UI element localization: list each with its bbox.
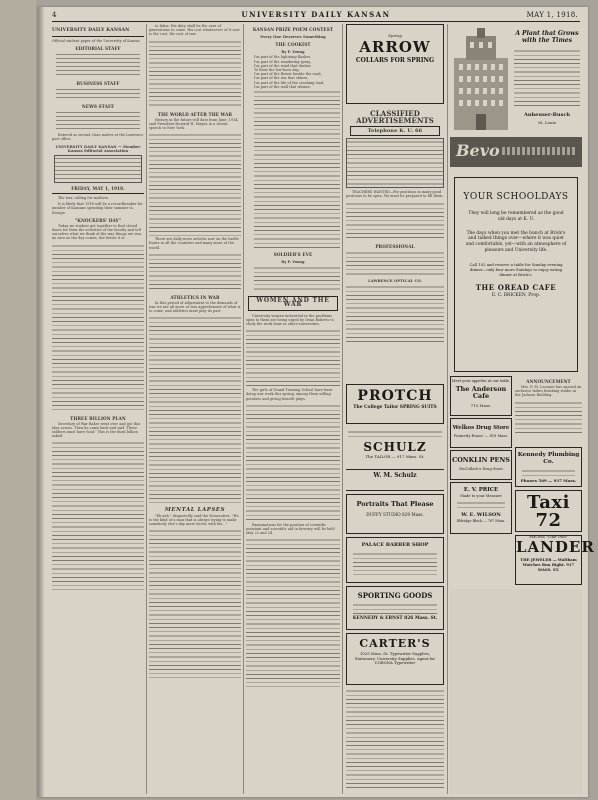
- schulz-second-ad: [346, 469, 444, 491]
- protch-subtitle: The College Tailor SPRING SUITS: [353, 405, 437, 410]
- column-filler: [346, 688, 444, 788]
- anheuser-body: [514, 48, 580, 106]
- anheuser-city: St. Louis: [538, 120, 556, 125]
- anheuser-brand: Anheuser-Busch: [523, 112, 571, 118]
- poem-byline: By P. Young: [281, 50, 305, 55]
- article-body-text: [149, 528, 241, 678]
- arrow-ad-sub: COLLARS FOR SPRING: [355, 57, 435, 64]
- classified-rates: [346, 138, 444, 188]
- article-body-text: [149, 315, 241, 505]
- article-body-text: [346, 688, 444, 788]
- schooldays-line1: They will long be remembered as the good old days at K. U.: [468, 211, 564, 222]
- anderson-cafe-ad: [450, 376, 512, 416]
- editorial-paragraph: Today we student get together to find closed doors for from the activities of the faculty and tell ourselves what we think of the way things are run. As sure as the day comes, the better it is.: [52, 223, 142, 241]
- poem-title: THE COOKIST: [275, 42, 311, 48]
- schooldays-headline: YOUR SCHOOLDAYS: [463, 192, 569, 202]
- announcement-section: [515, 376, 582, 434]
- nameplate-rule: [52, 36, 144, 37]
- announcement-body: [515, 400, 582, 434]
- professional-listing: [346, 284, 444, 344]
- poem-line: I'm part of the life of the crushing load,: [254, 80, 325, 85]
- conklin-store: McColloch's Drug Store: [459, 467, 503, 471]
- poem-title: SOLDIER'S EVE: [273, 252, 313, 258]
- plumbing-phones: Phones 569 — 937 Mass.: [520, 478, 577, 483]
- article-body-text: [52, 440, 144, 590]
- welkos-name: Welkos Drug Store: [452, 425, 510, 431]
- poem-line: I'm part of the flower beside the road,: [254, 72, 322, 77]
- poem-line: I'm part of the lightning flashes,: [254, 55, 312, 60]
- classified-phone: Telephone K. U. 66: [350, 126, 440, 136]
- article-heading: MENTAL LAPSES: [164, 507, 226, 514]
- barber-name: PALACE BARBER SHOP: [361, 542, 429, 548]
- article-paragraph: Examinations for the position of scientific assistant and scientific aid in forestry will be held May 22 and 24.: [246, 522, 335, 536]
- cafe-name: THE OREAD CAFE: [475, 282, 557, 292]
- page-number: 4: [52, 11, 57, 19]
- schooldays-line3: Call 102 and reserve a table for Sunday evening dinner—only four more Sundays to enjoy eating dinner at Brick's.: [469, 261, 563, 277]
- bevo-banner: [450, 137, 582, 167]
- classified-listing: TEACHERS WANTED—For positions in many good positions to be open. We must be prepared to fill them.: [346, 190, 444, 199]
- poem-body: [254, 55, 340, 89]
- nameplate-subtitle: Official student paper of the University of Kansas: [52, 39, 140, 43]
- business-staff-heading: BUSINESS STAFF: [76, 81, 120, 87]
- article-paragraph: to labor. His duty shall be the care of generations to come. His cost whatsoever of it now is the cost, the cost of war.: [149, 24, 240, 37]
- editorial-staff-heading: EDITORIAL STAFF: [75, 46, 121, 52]
- anheuser-busch-ad: [450, 24, 582, 134]
- schulz-name: SCHULZ: [363, 440, 427, 454]
- entry-notice: Entered as second class matter at the Lawrence post office.: [52, 133, 144, 142]
- schooldays-line2: The days when you met the bunch at Brick's and talked things over—where it was quiet and comfortable, yet—with an atmosphere of pleasure and University life.: [465, 230, 567, 253]
- carters-name: CARTER'S: [359, 637, 431, 650]
- oread-cafe-ad: [454, 177, 578, 372]
- column-editorial: [52, 24, 144, 590]
- kennedy-plumbing-ad: [515, 447, 582, 487]
- bevo-logo: Bevo: [456, 141, 500, 160]
- schulz-subtitle: The TAILOR — 917 Mass. St.: [365, 454, 425, 459]
- anderson-name: The Anderson Cafe: [455, 385, 507, 400]
- article-heading: KANSAN PRIZE POEM CONTEST: [252, 27, 334, 32]
- editorial-paragraph: Secretary of War Baker went over and got this idea across. Then he came back and said 'These soldiers must have food.' This is the third billion asked.: [52, 421, 141, 439]
- price-wilson-ad: [450, 482, 512, 534]
- portraits-ad: [346, 494, 444, 534]
- anheuser-headline: A Plant that Grows with the Times: [515, 30, 579, 44]
- column-rule: [447, 24, 448, 794]
- poem-line: To blow the low-born day;: [254, 68, 300, 73]
- dateline-rule: [52, 193, 144, 194]
- carters-ad: [346, 633, 444, 685]
- price-tagline: Made to your Measure: [460, 494, 502, 498]
- article-body-text: [246, 328, 340, 388]
- wilson-address: Eldridge Block — 787 Mass.: [456, 519, 506, 523]
- staff-listing: [56, 52, 140, 78]
- anderson-address: 715 Mass.: [470, 403, 492, 408]
- welkos-address: Formerly Evans' — 819 Mass.: [453, 434, 509, 438]
- taxi-number: Taxi 72: [527, 492, 570, 531]
- article-paragraph: "Eh-yah," disgustedly said the Mossouttee. "He is the kind of a man that is always trying to make somebody else's day more hectic with his...": [149, 513, 239, 527]
- protch-name: PROTCH: [357, 388, 433, 404]
- conklin-name: CONKLIN PENS: [452, 456, 510, 464]
- article-body-text: [149, 132, 241, 237]
- page-binding-shadow: [38, 7, 44, 797]
- lander-name: LANDER: [516, 538, 595, 556]
- article-paragraph: The girls of Grand Training School have been doing war work this spring, among them selling potatoes and giving benefit plays.: [246, 388, 333, 401]
- article-body-text: [149, 39, 241, 109]
- masthead-title: UNIVERSITY DAILY KANSAN: [241, 10, 391, 19]
- column-rule: [243, 24, 244, 794]
- plumbing-name: Kennedy Plumbing Co.: [517, 452, 580, 465]
- notice-box: [54, 155, 142, 183]
- newspaper-page: [38, 7, 595, 797]
- poem-line: I'm part of the wall that whines.: [254, 84, 311, 89]
- article-paragraph: In this period of adjustment to the demands of war we are all more or less apprehensive of what is to come, and athletics must play its part.: [149, 300, 241, 314]
- column-rule: [146, 24, 147, 794]
- arrow-ad-brand: ARROW: [359, 38, 431, 56]
- conklin-pens-ad: [450, 450, 512, 480]
- classified-section: [346, 107, 444, 344]
- brewery-building-illustration: [450, 28, 512, 132]
- price-name: E. V. PRICE: [463, 487, 499, 493]
- column-rule: [342, 24, 343, 794]
- poem-line: I'm part of the wandering spray,: [254, 59, 312, 64]
- optical-listing: LAWRENCE OPTICAL CO.: [368, 278, 422, 283]
- nameplate: UNIVERSITY DAILY KANSAN: [52, 28, 130, 33]
- column-poems: [246, 24, 340, 687]
- article-heading: ATHLETICS IN WAR: [170, 294, 220, 300]
- wilson-name: W. E. WILSON: [461, 512, 501, 518]
- column-articles: [149, 24, 241, 678]
- cafe-proprietor: E. C. BRICKEN, Prop.: [491, 292, 541, 298]
- article-paragraph: History in the future will date from June, 1914, said President Howard H. Mayen in a recent speech in New York.: [149, 117, 239, 131]
- article-heading: THREE BILLION PLAN: [70, 415, 126, 421]
- masthead-date: MAY 1, 1918.: [526, 11, 578, 19]
- carters-details: 1025 Mass. St. Typewriter Supplies, Stationery. University Supplies. Agent for CORONA Typewriter: [354, 651, 436, 666]
- article-body-text: [52, 243, 144, 413]
- schulz-tailor-ad: [346, 427, 444, 467]
- news-listing: [56, 110, 140, 132]
- announcement-text: Mrs. F. M. Leonner has opened an exclusive ladies finishing studio in the Jackson Building.: [515, 385, 582, 398]
- schulz-second-name: W. M. Schulz: [373, 472, 417, 479]
- left-page-edge: [0, 0, 36, 800]
- announcement-heading: ANNOUNCEMENT: [526, 379, 571, 384]
- arrow-collars-ad: [346, 24, 444, 104]
- news-staff-heading: NEWS STAFF: [81, 104, 115, 110]
- welkos-drug-ad: [450, 418, 512, 448]
- business-listing: [56, 87, 140, 101]
- article-body-text: [246, 403, 340, 523]
- classified-body: [346, 201, 444, 241]
- duffy-studio: DUFFY STUDIO 829 Mass.: [366, 512, 424, 517]
- article-body-text: [149, 252, 241, 292]
- editorial-paragraph: It is likely that 1918 will be a recordbreaker for number of Kansans spending their summer in Europe.: [52, 202, 143, 215]
- taxi-phone: PHONE "One-Two": [529, 534, 568, 539]
- poem-line: I'm part of the sea that shines,: [254, 76, 309, 81]
- women-and-war-heading: WOMEN AND THE WAR: [248, 296, 338, 310]
- masthead: [52, 8, 580, 20]
- blank-lower-area: [450, 589, 582, 794]
- professional-listing: [346, 250, 444, 276]
- anderson-pre: Meet your appetite at our table.: [451, 379, 511, 383]
- lander-details: THE JEWELER — Waltham Watches Run Right. 917 MASS. ST.: [520, 557, 577, 572]
- lander-jeweler-ad: [515, 535, 595, 585]
- sporting-goods-ad: [346, 586, 444, 630]
- sporting-headline: SPORTING GOODS: [357, 591, 433, 600]
- article-heading: THE WORLD AFTER THE WAR: [157, 111, 233, 117]
- poem-body: [254, 265, 340, 293]
- portraits-headline: Portraits That Please: [356, 500, 434, 508]
- article-paragraph: University women interested in the problems open to them are being urged by Dean Roberts to study the work done in other universities.: [246, 313, 334, 327]
- poem-byline: By P. Young: [281, 260, 305, 265]
- editorial-dateline: FRIDAY, MAY 1, 1918.: [71, 186, 125, 192]
- article-body-text: [246, 537, 340, 687]
- press-association: UNIVERSITY DAILY KANSAN — Member Kansas Editorial Association: [55, 144, 141, 153]
- poem-line: I'm part of the wind that dashes: [254, 63, 311, 68]
- kennedy-ernst: KENNEDY & ERNST 826 Mass. St.: [352, 616, 438, 621]
- editorial-paragraph: The war, calling for mothers.: [58, 196, 110, 201]
- professional-heading: PROFESSIONAL: [375, 243, 415, 249]
- protch-tailor-ad: [346, 384, 444, 424]
- arrow-ad-pre: Spring: [388, 33, 402, 38]
- classified-heading: CLASSIFIED ADVERTISEMENTS: [356, 109, 434, 125]
- masthead-rule: [52, 21, 580, 22]
- barber-shop-ad: [346, 537, 444, 583]
- article-heading: "KNOCKERS' DAY": [74, 217, 122, 223]
- poem-continuation: [254, 89, 340, 249]
- taxi-ad: [515, 490, 582, 539]
- article-subheading: Every One Deserves Something: [260, 35, 326, 39]
- article-paragraph: There are dally-news articles now on the battle fronts in all the countries and many more of the world.: [149, 237, 239, 250]
